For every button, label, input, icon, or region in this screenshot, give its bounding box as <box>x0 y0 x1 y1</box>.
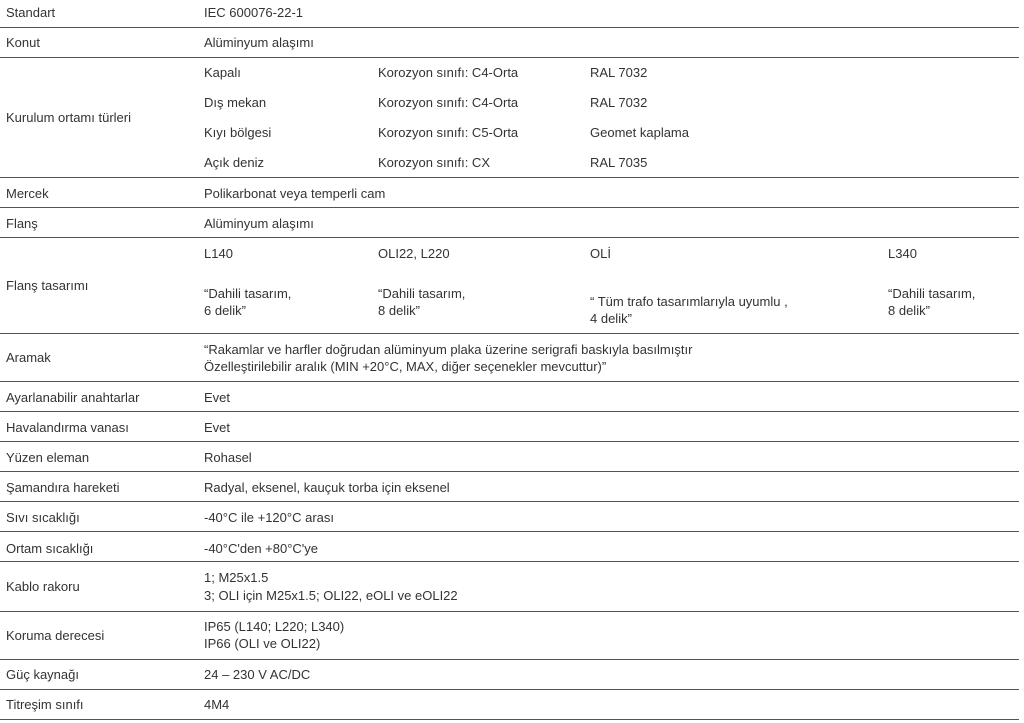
row-divider <box>0 57 1019 58</box>
row-divider <box>0 471 1019 472</box>
row-divider <box>0 501 1019 502</box>
flange-model-name: L340 <box>888 246 917 261</box>
flange-model-name: OLI22, L220 <box>378 246 450 261</box>
environment-finish: RAL 7032 <box>590 65 648 80</box>
flange-model-desc: “Dahili tasarım, <box>204 286 292 301</box>
row-label: Koruma derecesi <box>6 628 105 643</box>
row-label: Flanş <box>6 216 38 231</box>
row-label: Ortam sıcaklığı <box>6 541 94 556</box>
row-divider <box>0 561 1019 562</box>
row-divider <box>0 611 1019 612</box>
flange-model-desc: “Dahili tasarım, <box>888 286 976 301</box>
row-label: Ayarlanabilir anahtarlar <box>6 390 140 405</box>
row-value: IEC 600076-22-1 <box>204 5 304 20</box>
row-value: -40°C'den +80°C'ye <box>204 541 319 556</box>
flange-model-desc: “Dahili tasarım, <box>378 286 466 301</box>
row-label: Kablo rakoru <box>6 579 80 594</box>
environment-place: Açık deniz <box>204 155 264 170</box>
row-value: Radyal, eksenel, kauçuk torba için eksenel <box>204 480 450 495</box>
row-value: IP66 (OLI ve OLI22) <box>204 636 321 651</box>
row-divider <box>0 237 1019 238</box>
environment-corrosion: Korozyon sınıfı: CX <box>378 155 490 170</box>
row-label: Standart <box>6 5 56 20</box>
row-divider <box>0 689 1019 690</box>
row-value: Özelleştirilebilir aralık (MIN +20°C, MAX, diğer seçenekler mevcuttur)” <box>204 359 607 374</box>
row-divider <box>0 177 1019 178</box>
row-divider <box>0 207 1019 208</box>
row-divider <box>0 441 1019 442</box>
flange-model-desc: 4 delik” <box>590 311 632 326</box>
environment-finish: RAL 7035 <box>590 155 648 170</box>
row-label: Yüzen eleman <box>6 450 90 465</box>
row-label: Mercek <box>6 186 49 201</box>
row-value: Evet <box>204 420 231 435</box>
row-label: Aramak <box>6 350 51 365</box>
row-value: “Rakamlar ve harfler doğrudan alüminyum plaka üzerine serigrafi baskıyla basılmıştır <box>204 342 693 357</box>
row-value: Polikarbonat veya temperli cam <box>204 186 386 201</box>
row-value: 4M4 <box>204 697 230 712</box>
flange-model-name: L140 <box>204 246 233 261</box>
row-divider <box>0 719 1019 720</box>
environment-corrosion: Korozyon sınıfı: C4-Orta <box>378 65 519 80</box>
flange-model-desc: 8 delik” <box>888 303 930 318</box>
row-value: Alüminyum alaşımı <box>204 216 314 231</box>
row-value: IP65 (L140; L220; L340) <box>204 619 345 634</box>
row-divider <box>0 333 1019 334</box>
row-value: 1; M25x1.5 <box>204 570 269 585</box>
flange-model-desc: 6 delik” <box>204 303 246 318</box>
row-value: 24 – 230 V AC/DC <box>204 667 311 682</box>
row-label: Flanş tasarımı <box>6 278 89 293</box>
row-value: Evet <box>204 390 231 405</box>
environment-place: Kıyı bölgesi <box>204 125 272 140</box>
environment-finish: Geomet kaplama <box>590 125 689 140</box>
row-label: Güç kaynağı <box>6 667 79 682</box>
row-label: Konut <box>6 35 40 50</box>
row-label: Titreşim sınıfı <box>6 697 84 712</box>
row-label: Sıvı sıcaklığı <box>6 510 80 525</box>
flange-model-name: OLİ <box>590 246 611 261</box>
row-divider <box>0 381 1019 382</box>
flange-model-desc: 8 delik” <box>378 303 420 318</box>
row-label: Şamandıra hareketi <box>6 480 120 495</box>
row-divider <box>0 659 1019 660</box>
row-label: Kurulum ortamı türleri <box>6 110 131 125</box>
environment-corrosion: Korozyon sınıfı: C4-Orta <box>378 95 519 110</box>
environment-place: Kapalı <box>204 65 241 80</box>
row-label: Havalandırma vanası <box>6 420 129 435</box>
row-value: 3; OLI için M25x1.5; OLI22, eOLI ve eOLI22 <box>204 588 458 603</box>
row-divider <box>0 411 1019 412</box>
environment-corrosion: Korozyon sınıfı: C5-Orta <box>378 125 519 140</box>
flange-model-desc: “ Tüm trafo tasarımlarıyla uyumlu , <box>590 294 788 309</box>
environment-place: Dış mekan <box>204 95 267 110</box>
row-divider <box>0 27 1019 28</box>
row-value: Alüminyum alaşımı <box>204 35 314 50</box>
environment-finish: RAL 7032 <box>590 95 648 110</box>
row-divider <box>0 531 1019 532</box>
row-value: -40°C ile +120°C arası <box>204 510 334 525</box>
row-value: Rohasel <box>204 450 252 465</box>
